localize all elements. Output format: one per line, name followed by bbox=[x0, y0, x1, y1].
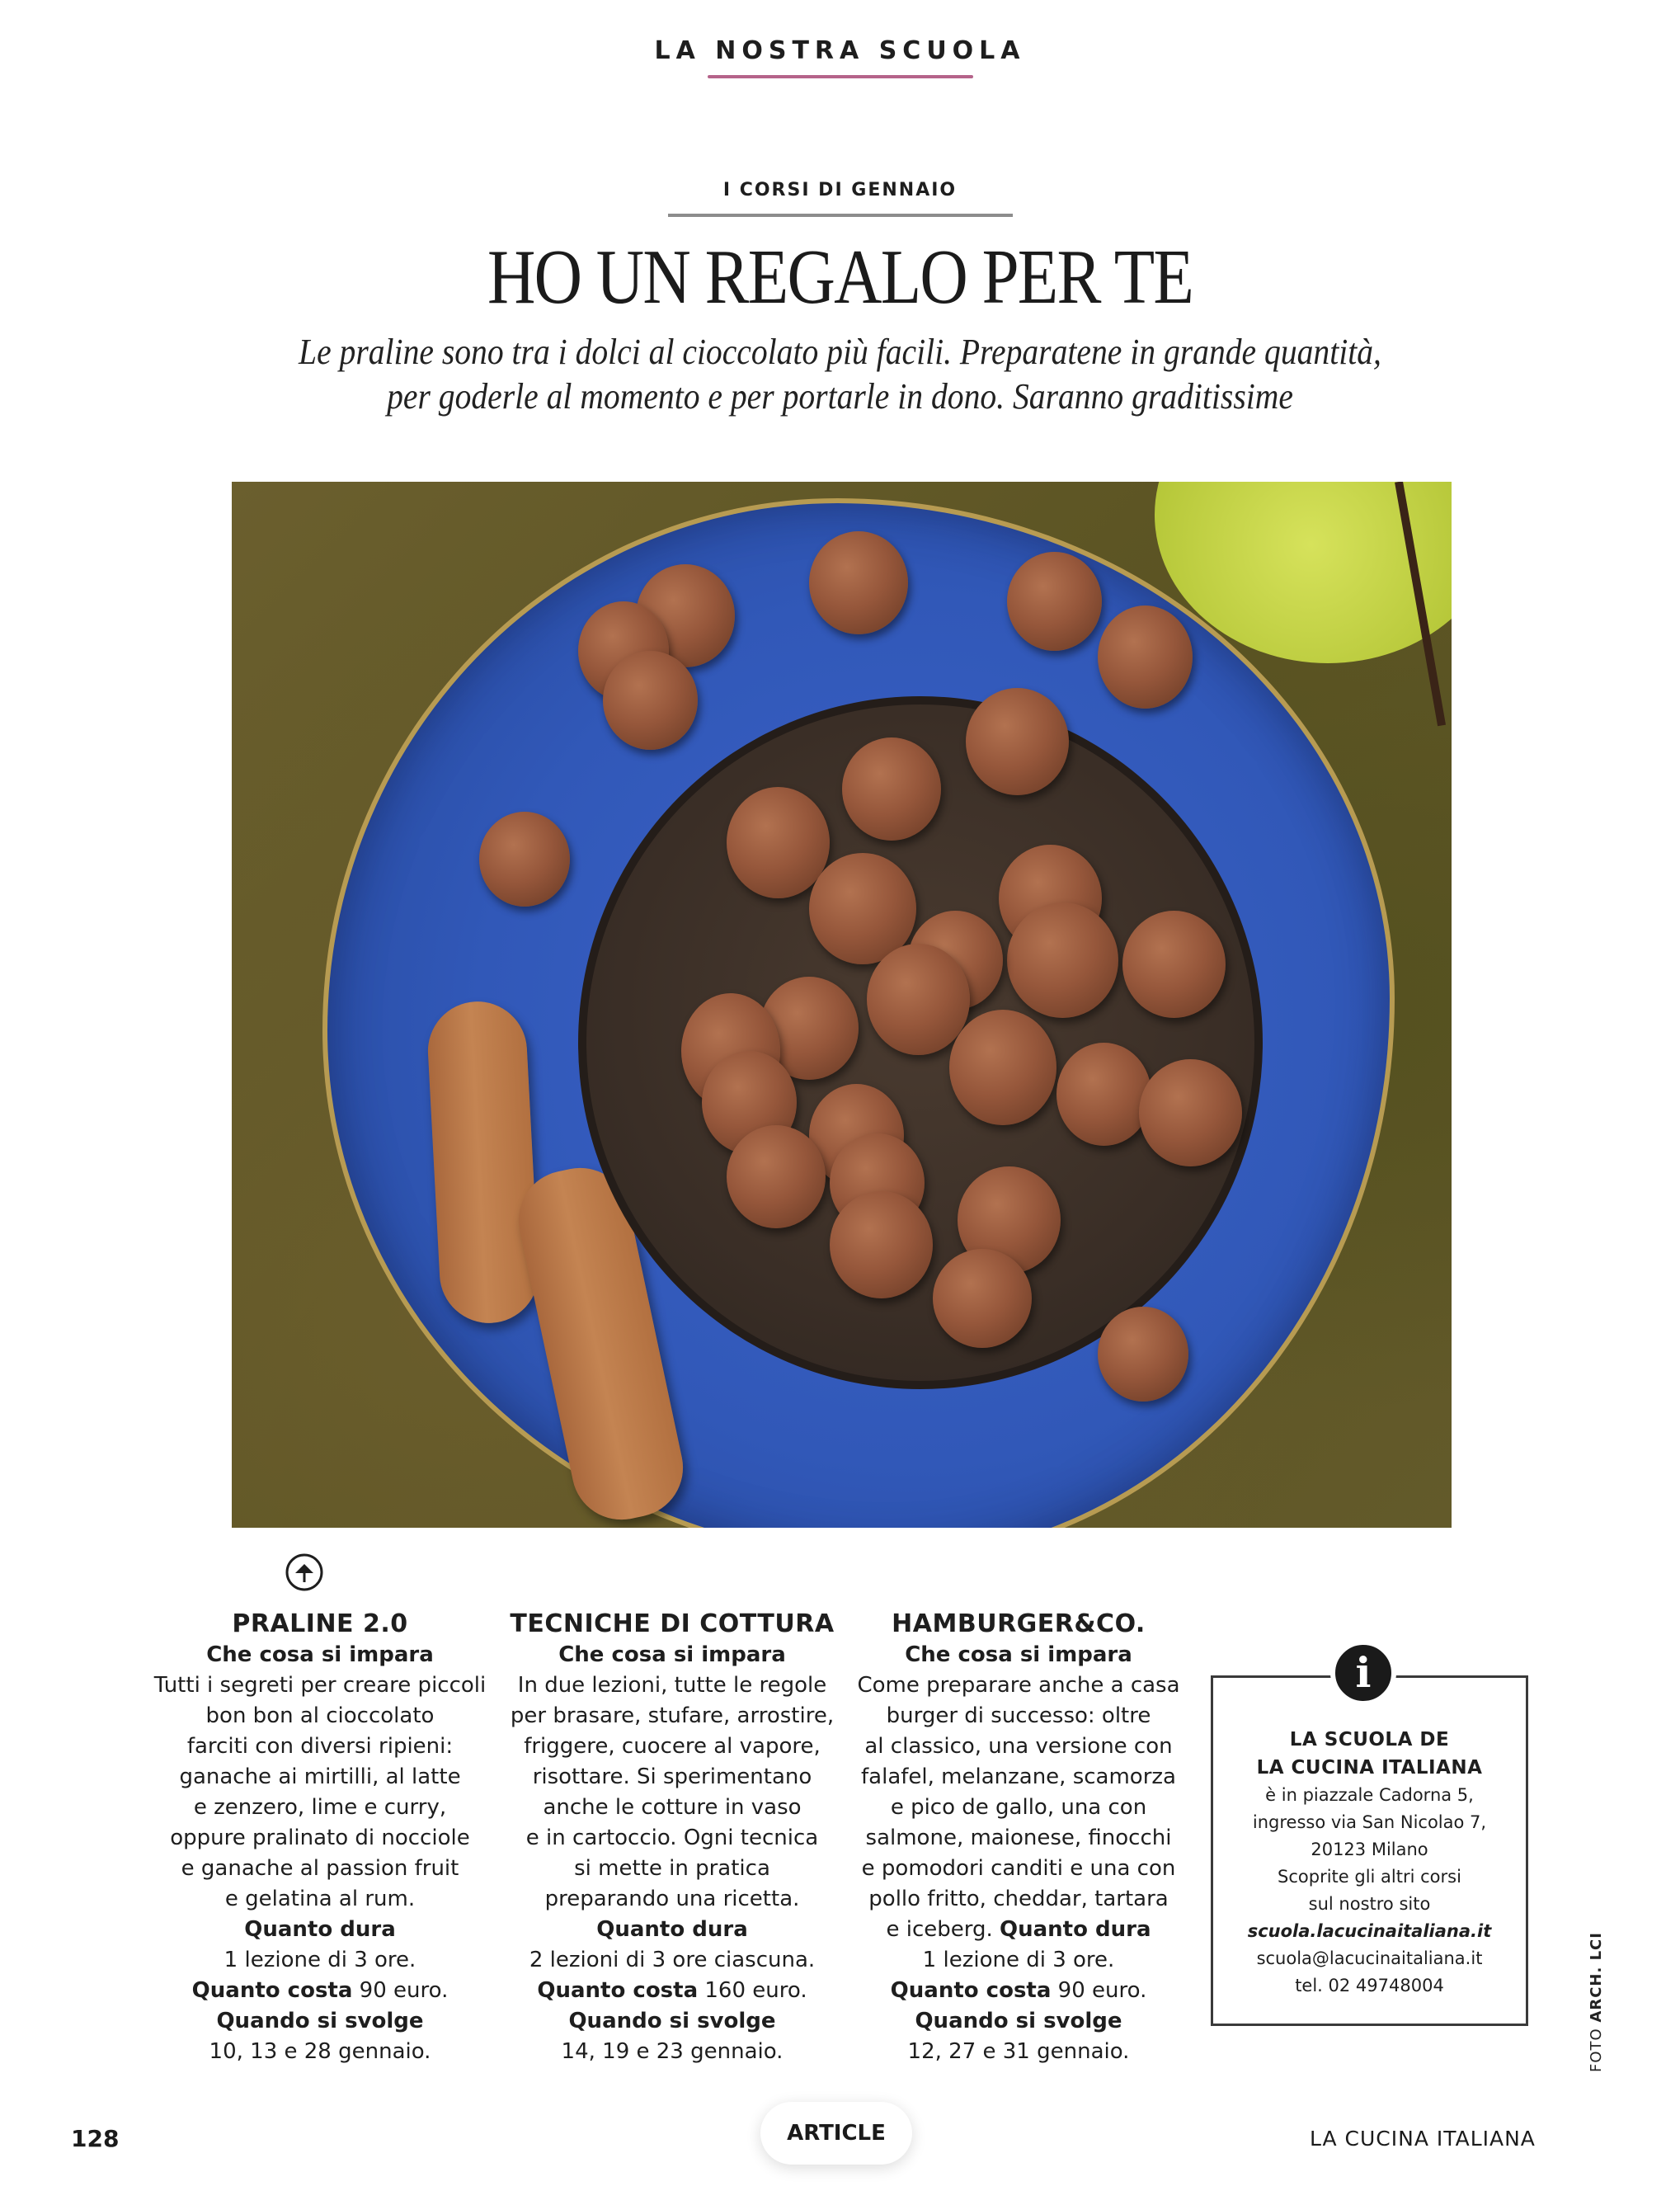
course-dates: 14, 19 e 23 gennaio. bbox=[561, 2039, 784, 2064]
photo-truffle bbox=[830, 1191, 933, 1298]
course-title: TECNICHE DI COTTURA bbox=[510, 1609, 835, 1638]
photo-truffle bbox=[809, 531, 908, 634]
school-info-text bbox=[1211, 1726, 1528, 2000]
course-praline bbox=[139, 1609, 501, 2067]
course-cost-line bbox=[491, 1976, 854, 2006]
page-number: 128 bbox=[71, 2125, 120, 2152]
article-kicker: I CORSI DI GENNAIO bbox=[722, 180, 958, 200]
course-tecniche-di-cottura bbox=[491, 1609, 854, 2067]
course-description-line: risottare. Si sperimentano bbox=[532, 1764, 812, 1789]
course-description-line: bon bon al cioccolato bbox=[205, 1703, 435, 1728]
photo-truffle bbox=[1098, 605, 1193, 709]
course-description-line: Tutti i segreti per creare piccoli bbox=[153, 1673, 487, 1698]
course-description-last-line bbox=[837, 1915, 1200, 1945]
photo-truffle bbox=[727, 787, 830, 898]
course-when-label: Quando si svolge bbox=[216, 2009, 424, 2033]
info-email-link[interactable]: scuola@lacucinaitaliana.it bbox=[1256, 1948, 1483, 1968]
course-description-line: In due lezioni, tutte le regole bbox=[517, 1673, 827, 1698]
info-address-line: è in piazzale Cadorna 5, bbox=[1265, 1785, 1474, 1805]
article-button[interactable]: ARTICLE bbox=[760, 2102, 912, 2165]
course-learn-label: Che cosa si impara bbox=[905, 1642, 1132, 1667]
course-description-line: oppure pralinato di nocciole bbox=[170, 1826, 470, 1850]
course-title: PRALINE 2.0 bbox=[232, 1609, 408, 1638]
article-standfirst bbox=[84, 330, 1596, 419]
course-description-tail: e iceberg. bbox=[886, 1917, 1000, 1942]
course-cost: 90 euro. bbox=[352, 1978, 449, 2003]
standfirst-line: Le praline sono tra i dolci al cioccolato più facili. Preparatene in grande quantità, bbox=[299, 332, 1381, 372]
course-description-line: e pomodori canditi e una con bbox=[861, 1856, 1176, 1881]
info-phone: tel. 02 49748004 bbox=[1295, 1976, 1444, 1995]
photo-truffle bbox=[1122, 911, 1226, 1018]
course-dates: 12, 27 e 31 gennaio. bbox=[907, 2039, 1130, 2064]
course-duration-label: Quanto dura bbox=[1000, 1917, 1151, 1942]
course-duration: 2 lezioni di 3 ore ciascuna. bbox=[529, 1948, 816, 1972]
photo-truffle bbox=[1139, 1059, 1242, 1166]
course-description-line: al classico, una versione con bbox=[864, 1734, 1173, 1759]
course-learn-label: Che cosa si impara bbox=[558, 1642, 786, 1667]
course-description-line: salmone, maionese, finocchi bbox=[865, 1826, 1172, 1850]
photo-truffle bbox=[603, 651, 698, 750]
kicker-rule bbox=[668, 214, 1013, 217]
course-when-label: Quando si svolge bbox=[915, 2009, 1122, 2033]
arrow-up-circle-icon bbox=[285, 1552, 324, 1592]
section-label: LA NOSTRA SCUOLA bbox=[654, 36, 1026, 65]
info-glyph: i bbox=[1355, 1648, 1372, 1697]
photo-truffle bbox=[1007, 902, 1118, 1018]
photo-truffle bbox=[933, 1249, 1032, 1348]
course-description-line: ganache ai mirtilli, al latte bbox=[179, 1764, 461, 1789]
info-title-line: LA SCUOLA DE bbox=[1289, 1729, 1450, 1750]
section-accent-rule bbox=[708, 75, 973, 78]
course-description-line: farciti con diversi ripieni: bbox=[186, 1734, 454, 1759]
course-description-line: e gelatina al rum. bbox=[224, 1887, 416, 1911]
info-address-line: 20123 Milano bbox=[1311, 1840, 1428, 1859]
info-text-line: sul nostro sito bbox=[1308, 1894, 1431, 1914]
course-description-line: burger di successo: oltre bbox=[886, 1703, 1151, 1728]
course-description-line: e in cartoccio. Ogni tecnica bbox=[525, 1826, 819, 1850]
course-cost-label: Quanto costa bbox=[890, 1978, 1052, 2003]
course-cost-line bbox=[139, 1976, 501, 2006]
course-duration-label: Quanto dura bbox=[596, 1917, 748, 1942]
photo-credit bbox=[1588, 1932, 1605, 2072]
info-website-link[interactable]: scuola.lacucinaitaliana.it bbox=[1247, 1921, 1492, 1941]
course-description-line: Come preparare anche a casa bbox=[857, 1673, 1180, 1698]
info-icon bbox=[1330, 1640, 1396, 1706]
course-description-line: friggere, cuocere al vapore, bbox=[524, 1734, 821, 1759]
photo-credit-prefix: FOTO bbox=[1588, 2022, 1605, 2072]
photo-truffle bbox=[867, 944, 970, 1055]
info-text-line: Scoprite gli altri corsi bbox=[1278, 1867, 1461, 1887]
course-description-line: falafel, melanzane, scamorza bbox=[861, 1764, 1176, 1789]
course-description-line: per brasare, stufare, arrostire, bbox=[510, 1703, 835, 1728]
course-description-line: e ganache al passion fruit bbox=[181, 1856, 459, 1881]
course-cost-label: Quanto costa bbox=[537, 1978, 699, 2003]
course-cost-line bbox=[837, 1976, 1200, 2006]
course-description-line: anche le cotture in vaso bbox=[543, 1795, 802, 1820]
course-when-label: Quando si svolge bbox=[568, 2009, 776, 2033]
course-dates: 10, 13 e 28 gennaio. bbox=[209, 2039, 431, 2064]
course-description-line: si mette in pratica bbox=[574, 1856, 770, 1881]
photo-truffle bbox=[1007, 552, 1102, 651]
course-learn-label: Che cosa si impara bbox=[206, 1642, 434, 1667]
course-cost-label: Quanto costa bbox=[191, 1978, 353, 2003]
course-description-line: preparando una ricetta. bbox=[544, 1887, 800, 1911]
course-duration-label: Quanto dura bbox=[244, 1917, 396, 1942]
course-duration: 1 lezione di 3 ore. bbox=[922, 1948, 1115, 1972]
photo-truffle bbox=[1098, 1307, 1188, 1402]
course-description-line: pollo fritto, cheddar, tartara bbox=[868, 1887, 1169, 1911]
photo-truffle bbox=[479, 812, 570, 907]
hero-photo bbox=[232, 482, 1452, 1528]
info-title-line: LA CUCINA ITALIANA bbox=[1256, 1757, 1483, 1779]
photo-truffle bbox=[727, 1125, 826, 1228]
course-cost: 90 euro. bbox=[1051, 1978, 1147, 2003]
course-description-line: e pico de gallo, una con bbox=[890, 1795, 1147, 1820]
photo-credit-source: ARCH. LCI bbox=[1588, 1932, 1605, 2023]
course-title: HAMBURGER&CO. bbox=[892, 1609, 1146, 1638]
info-address-line: ingresso via San Nicolao 7, bbox=[1252, 1812, 1487, 1832]
photo-truffle bbox=[949, 1010, 1056, 1125]
course-hamburger bbox=[837, 1609, 1200, 2067]
course-duration: 1 lezione di 3 ore. bbox=[224, 1948, 416, 1972]
photo-truffle bbox=[966, 688, 1069, 795]
course-cost: 160 euro. bbox=[698, 1978, 807, 2003]
article-headline: HO UN REGALO PER TE bbox=[487, 234, 1193, 320]
course-description-line: e zenzero, lime e curry, bbox=[193, 1795, 447, 1820]
photo-biscuit bbox=[426, 999, 541, 1326]
standfirst-line: per goderle al momento e per portarle in dono. Saranno graditissime bbox=[387, 376, 1293, 417]
magazine-name: LA CUCINA ITALIANA bbox=[1310, 2127, 1536, 2151]
photo-truffle bbox=[1056, 1043, 1151, 1146]
photo-truffle bbox=[842, 737, 941, 841]
